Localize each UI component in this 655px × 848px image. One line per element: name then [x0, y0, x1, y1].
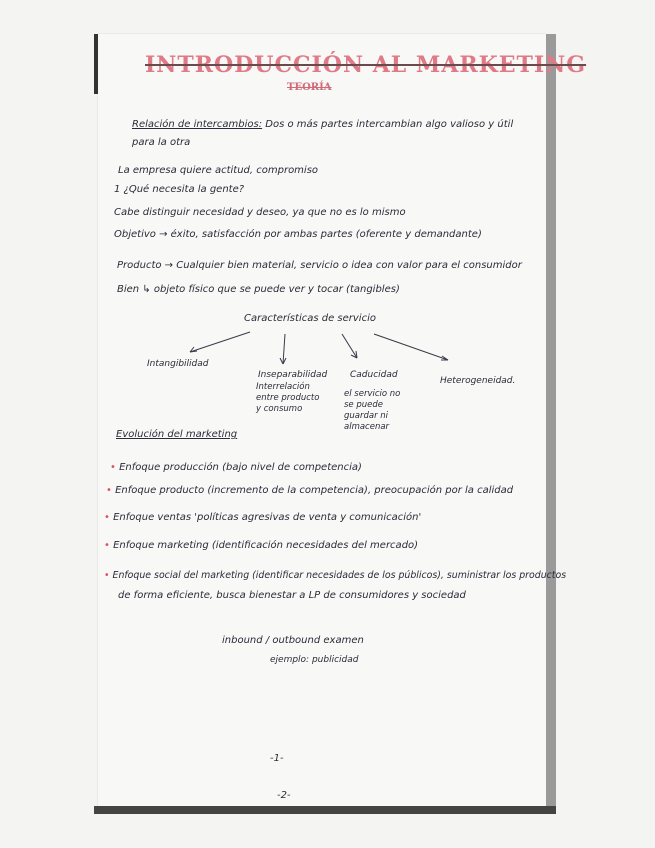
enfoque-item: [106, 484, 513, 498]
enfoque-text: Enfoque producto (incremento de la competencia), preocupación por la calidad: [115, 485, 514, 496]
node-heterogeneidad: Heterogeneidad.: [440, 376, 516, 386]
objetivo-line: Objetivo → éxito, satisfacción por ambas partes (oferente y demandante): [114, 229, 482, 240]
bullet-icon: •: [104, 540, 110, 551]
enfoque-text: Enfoque marketing (identificación necesidades del mercado): [113, 540, 419, 551]
arrow-intangibilidad: [190, 332, 250, 352]
evolucion-heading: Evolución del marketing: [116, 429, 238, 440]
node-intangibilidad: Intangibilidad: [147, 359, 209, 369]
page-number-inner: -1-: [270, 753, 284, 764]
bullet-icon: •: [106, 485, 112, 496]
inbound-line: [222, 634, 364, 648]
arrow-heterogeneidad: [374, 334, 448, 360]
enfoque-item: [104, 539, 418, 553]
node-inseparabilidad-note: Interrelación entre producto y consumo: [256, 382, 320, 414]
enfoque-text: Enfoque social del marketing (identificar necesidades de los públicos), suministrar los productos: [112, 570, 567, 581]
bien-line: Bien ↳ objeto físico que se puede ver y tocar (tangibles): [117, 284, 400, 295]
bullet-icon: •: [104, 570, 110, 581]
node-caducidad: Caducidad: [350, 370, 398, 380]
page-title: INTRODUCCIÓN AL MARKETING: [145, 52, 587, 78]
relacion-cont: para la otra: [132, 137, 191, 148]
enfoque-text: Enfoque producción (bajo nivel de competencia): [119, 462, 362, 473]
enfoque-item-cont: de forma eficiente, busca bienestar a LP de consumidores y sociedad: [118, 590, 466, 601]
relacion-heading: Relación de intercambios:: [132, 119, 263, 130]
question-line: 1 ¿Qué necesita la gente?: [114, 184, 245, 195]
producto-line: Producto → Cualquier bien material, servicio o idea con valor para el consumidor: [117, 260, 522, 271]
bullet-icon: •: [104, 512, 110, 523]
arrow-caducidad: [342, 334, 357, 358]
bullet-icon: •: [110, 462, 116, 473]
page-number-outer: -2-: [277, 790, 291, 801]
empresa-line: La empresa quiere actitud, compromiso: [118, 165, 319, 176]
diagram-root: Características de servicio: [244, 313, 376, 324]
relacion-body: Dos o más partes intercambian algo valioso y útil: [265, 119, 514, 130]
enfoque-text: Enfoque ventas 'políticas agresivas de venta y comunicación': [113, 512, 422, 523]
node-inseparabilidad: Inseparabilidad: [258, 370, 328, 380]
enfoque-item: [104, 569, 566, 583]
inbound-text: inbound / outbound: [222, 635, 321, 646]
cabe-line: Cabe distinguir necesidad y deseo, ya que no es lo mismo: [114, 207, 406, 218]
enfoque-item: [104, 511, 421, 525]
ejemplo-line: ejemplo: publicidad: [270, 655, 359, 665]
exam-tag: examen: [323, 635, 364, 646]
page-subtitle: TEORÍA: [287, 82, 332, 93]
node-caducidad-note: el servicio no se puede guardar ni almacenar: [344, 389, 401, 432]
enfoque-item: [110, 461, 362, 475]
